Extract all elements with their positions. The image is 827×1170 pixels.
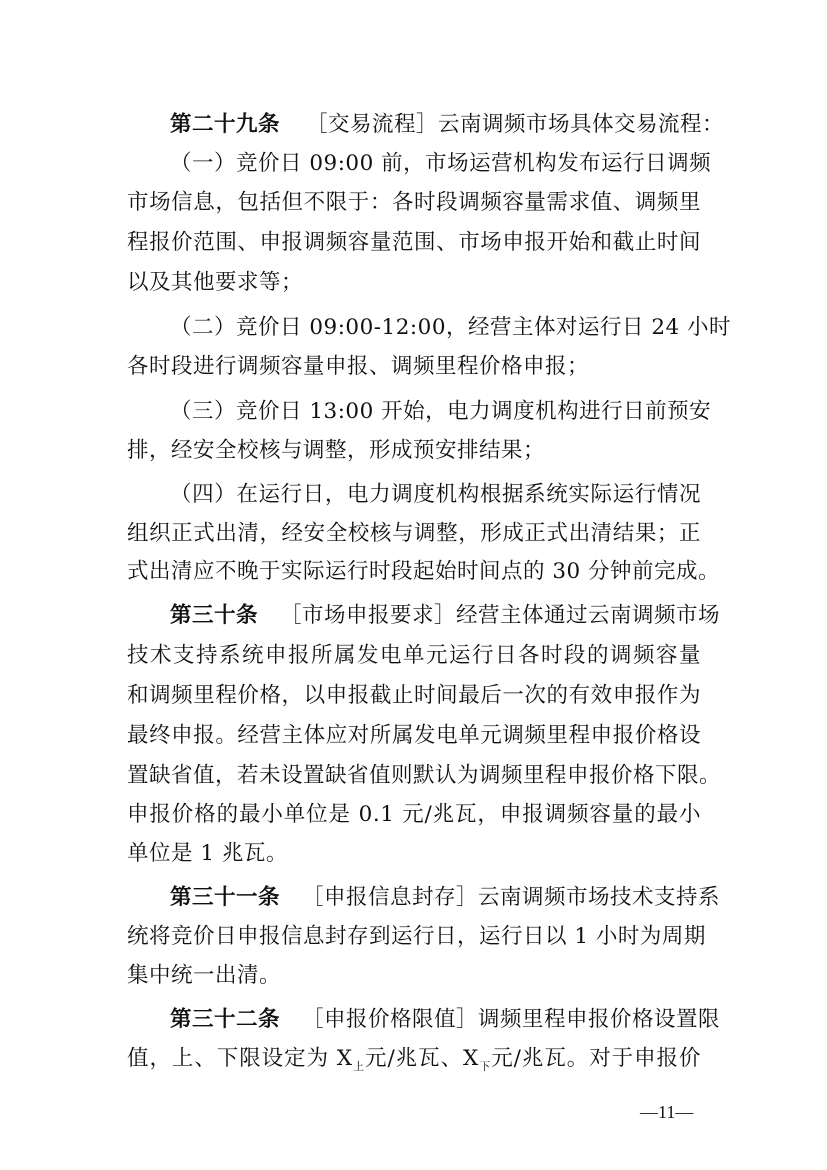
subscript-lower: 下 — [478, 1060, 492, 1073]
paragraph-line: 市场信息，包括但不限于：各时段调频容量需求值、调频里 — [127, 190, 701, 215]
paragraph-line: 程报价范围、申报调频容量范围、市场申报开始和截止时间 — [127, 230, 701, 255]
article-30-text: ［市场申报要求］经营主体通过云南调频市场 — [280, 603, 721, 628]
paragraph-line: （三）竞价日 13:00 开始，电力调度机构进行日前预安 — [170, 399, 712, 424]
article-32-first-line — [170, 1007, 721, 1033]
paragraph-line: （二）竞价日 09:00-12:00，经营主体对运行日 24 小时 — [170, 315, 732, 340]
article-31-heading: 第三十一条 — [170, 885, 281, 910]
subscript-upper: 上 — [352, 1060, 366, 1073]
paragraph-fragment: 元/兆瓦。对于申报价 — [491, 1046, 702, 1071]
paragraph-line: 式出清应不晚于实际运行时段起始时间点的 30 分钟前完成。 — [127, 559, 721, 584]
paragraph-line: 技术支持系统申报所属发电单元运行日各时段的调频容量 — [127, 643, 701, 668]
paragraph-line: 排，经安全校核与调整，形成预安排结果； — [127, 438, 546, 463]
paragraph-line: 各时段进行调频容量申报、调频里程价格申报； — [127, 354, 590, 379]
article-29-heading: 第二十九条 — [170, 112, 281, 137]
paragraph-line: 单位是 1 兆瓦。 — [127, 841, 288, 866]
article-32-text: ［申报价格限值］调频里程申报价格设置限 — [302, 1007, 721, 1032]
paragraph-line: 集中统一出清。 — [127, 963, 282, 988]
paragraph-line: （四）在运行日，电力调度机构根据系统实际运行情况 — [170, 482, 701, 507]
paragraph-line: 最终申报。经营主体应对所属发电单元调频里程申报价格设 — [127, 723, 701, 748]
page-number: —11— — [640, 1102, 694, 1122]
article-30-heading: 第三十条 — [170, 603, 259, 628]
article-29-first-line — [170, 112, 725, 138]
article-31-first-line — [170, 885, 721, 911]
paragraph-fragment: 值，上、下限设定为 X — [127, 1046, 353, 1071]
article-30-first-line — [170, 603, 721, 629]
paragraph-line: 和调频里程价格，以申报截止时间最后一次的有效申报作为 — [127, 683, 701, 708]
article-32-line-2 — [127, 1046, 701, 1080]
paragraph-line: （一）竞价日 09:00 前，市场运营机构发布运行日调频 — [170, 151, 712, 176]
article-31-text: ［申报信息封存］云南调频市场技术支持系 — [302, 885, 721, 910]
paragraph-line: 申报价格的最小单位是 0.1 元/兆瓦，申报调频容量的最小 — [127, 802, 701, 827]
article-32-heading: 第三十二条 — [170, 1007, 281, 1032]
article-29-text: ［交易流程］云南调频市场具体交易流程： — [306, 112, 725, 137]
paragraph-line: 置缺省值，若未设置缺省值则默认为调频里程申报价格下限。 — [127, 763, 722, 788]
paragraph-line: 统将竞价日申报信息封存到运行日，运行日以 1 小时为周期 — [127, 924, 706, 949]
paragraph-line: 以及其他要求等； — [127, 270, 304, 295]
paragraph-line: 组织正式出清，经安全校核与调整，形成正式出清结果；正 — [127, 521, 701, 546]
paragraph-fragment: 元/兆瓦、X — [365, 1046, 479, 1071]
